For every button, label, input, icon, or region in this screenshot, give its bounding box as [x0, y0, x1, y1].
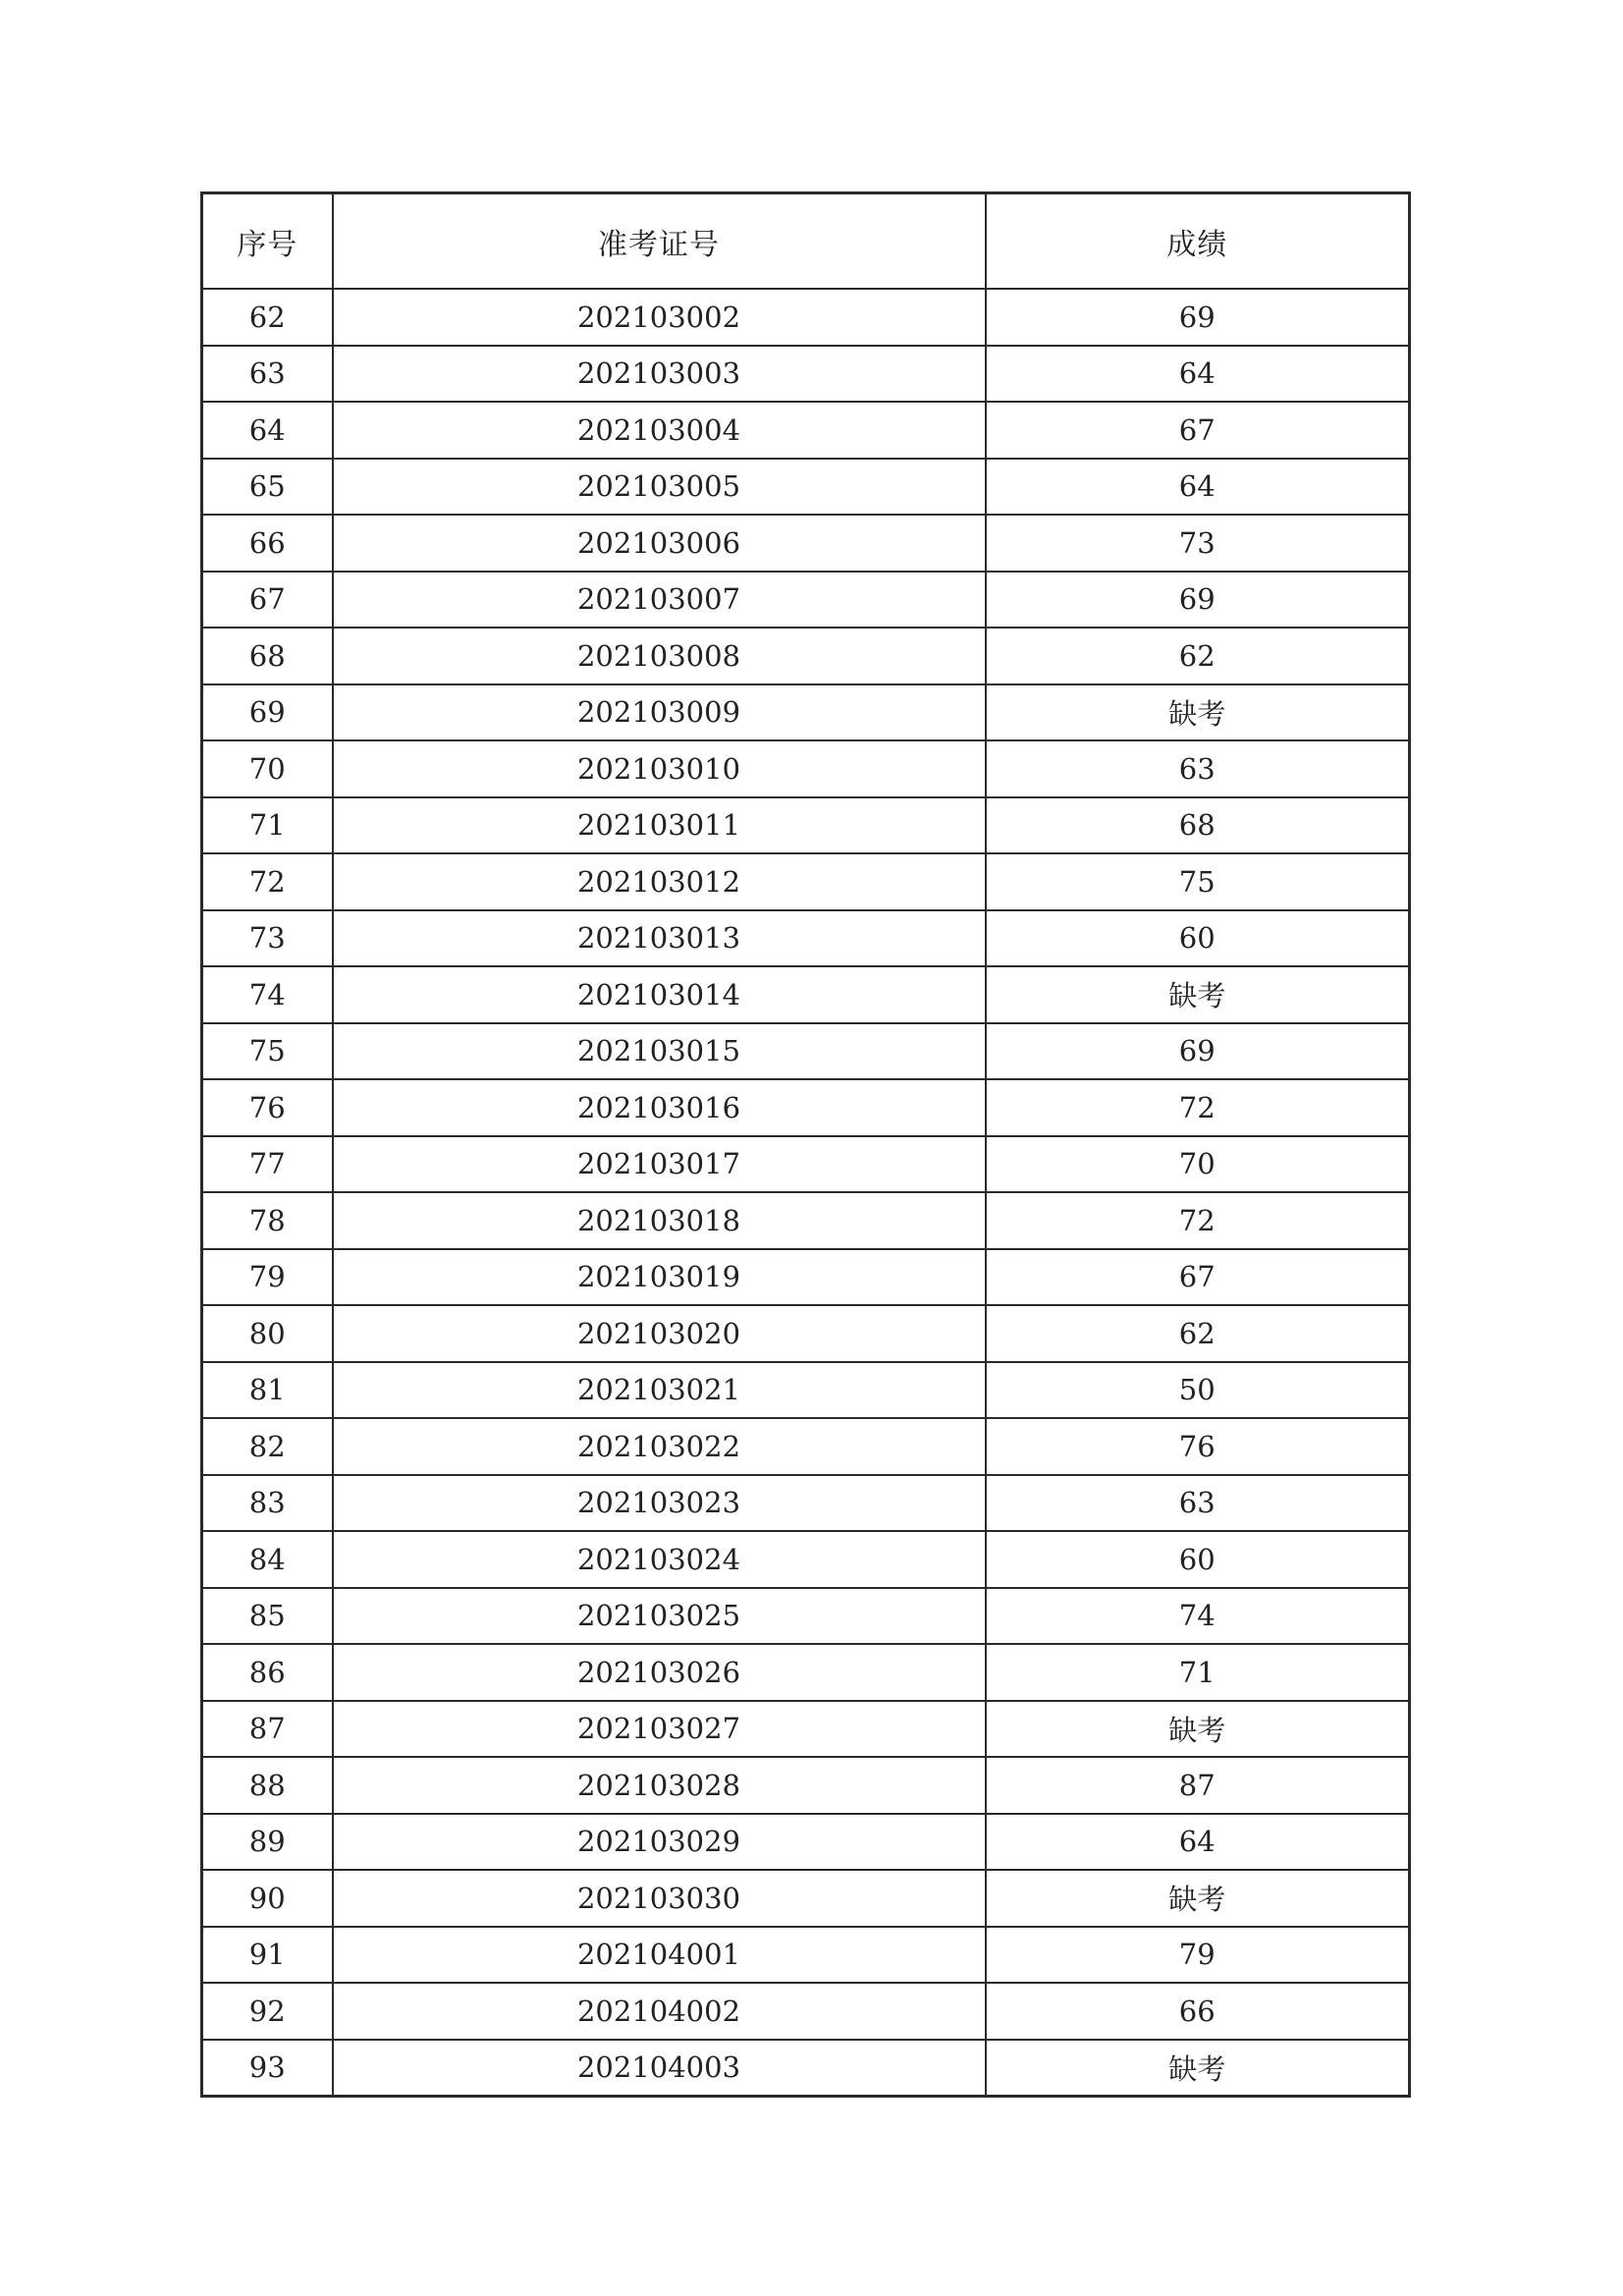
table-row: [202, 1701, 1410, 1758]
cell-admission-ticket-number: 202103014: [333, 966, 986, 1023]
table-row: [202, 1418, 1410, 1475]
table-row: [202, 966, 1410, 1023]
cell-score: 62: [986, 1305, 1410, 1362]
cell-admission-ticket-number: 202103012: [333, 853, 986, 910]
cell-admission-ticket-number: 202103020: [333, 1305, 986, 1362]
cell-score: 69: [986, 1023, 1410, 1080]
cell-score: 69: [986, 289, 1410, 346]
header-serial-number: 序号: [202, 193, 333, 290]
table-row: [202, 1757, 1410, 1814]
cell-serial-number: 74: [202, 966, 333, 1023]
cell-admission-ticket-number: 202103028: [333, 1757, 986, 1814]
cell-admission-ticket-number: 202103002: [333, 289, 986, 346]
cell-serial-number: 71: [202, 797, 333, 854]
cell-admission-ticket-number: 202103008: [333, 628, 986, 684]
cell-serial-number: 68: [202, 628, 333, 684]
cell-serial-number: 89: [202, 1814, 333, 1871]
cell-serial-number: 84: [202, 1531, 333, 1588]
table-row: [202, 740, 1410, 797]
cell-admission-ticket-number: 202103015: [333, 1023, 986, 1080]
table-row: [202, 1136, 1410, 1193]
cell-serial-number: 81: [202, 1362, 333, 1419]
table-row: [202, 910, 1410, 967]
cell-score: 60: [986, 910, 1410, 967]
table-row: [202, 2040, 1410, 2097]
cell-score: 63: [986, 740, 1410, 797]
cell-serial-number: 88: [202, 1757, 333, 1814]
table-row: [202, 1023, 1410, 1080]
cell-admission-ticket-number: 202103030: [333, 1870, 986, 1927]
cell-serial-number: 93: [202, 2040, 333, 2097]
cell-serial-number: 82: [202, 1418, 333, 1475]
cell-score: 63: [986, 1475, 1410, 1532]
table-row: [202, 797, 1410, 854]
cell-admission-ticket-number: 202103027: [333, 1701, 986, 1758]
cell-admission-ticket-number: 202104001: [333, 1927, 986, 1984]
cell-admission-ticket-number: 202103006: [333, 515, 986, 572]
cell-admission-ticket-number: 202103013: [333, 910, 986, 967]
table-row: [202, 515, 1410, 572]
table-row: [202, 1644, 1410, 1701]
cell-serial-number: 78: [202, 1192, 333, 1249]
cell-score: 50: [986, 1362, 1410, 1419]
table-row: [202, 1983, 1410, 2040]
table-row: [202, 1531, 1410, 1588]
table-row: [202, 572, 1410, 629]
cell-score: 79: [986, 1927, 1410, 1984]
cell-admission-ticket-number: 202104003: [333, 2040, 986, 2097]
table-row: [202, 289, 1410, 346]
table-row: [202, 1305, 1410, 1362]
cell-admission-ticket-number: 202103003: [333, 346, 986, 403]
cell-serial-number: 85: [202, 1588, 333, 1645]
cell-admission-ticket-number: 202103007: [333, 572, 986, 629]
cell-admission-ticket-number: 202103011: [333, 797, 986, 854]
table-row: [202, 1475, 1410, 1532]
cell-score: 72: [986, 1079, 1410, 1136]
cell-admission-ticket-number: 202103023: [333, 1475, 986, 1532]
cell-serial-number: 64: [202, 402, 333, 459]
cell-score: 70: [986, 1136, 1410, 1193]
cell-admission-ticket-number: 202103009: [333, 684, 986, 741]
cell-admission-ticket-number: 202103024: [333, 1531, 986, 1588]
cell-serial-number: 87: [202, 1701, 333, 1758]
cell-admission-ticket-number: 202103029: [333, 1814, 986, 1871]
cell-serial-number: 83: [202, 1475, 333, 1532]
table-row: [202, 1927, 1410, 1984]
cell-score: 75: [986, 853, 1410, 910]
table-row: [202, 1870, 1410, 1927]
cell-admission-ticket-number: 202103022: [333, 1418, 986, 1475]
cell-serial-number: 92: [202, 1983, 333, 2040]
cell-serial-number: 66: [202, 515, 333, 572]
cell-admission-ticket-number: 202103026: [333, 1644, 986, 1701]
cell-score: 64: [986, 1814, 1410, 1871]
cell-score: 64: [986, 459, 1410, 516]
table-row: [202, 684, 1410, 741]
table-row: [202, 1814, 1410, 1871]
cell-admission-ticket-number: 202103018: [333, 1192, 986, 1249]
cell-serial-number: 75: [202, 1023, 333, 1080]
cell-score: 73: [986, 515, 1410, 572]
cell-score: 76: [986, 1418, 1410, 1475]
cell-serial-number: 80: [202, 1305, 333, 1362]
cell-score: 67: [986, 1249, 1410, 1306]
cell-admission-ticket-number: 202103005: [333, 459, 986, 516]
table-row: [202, 1192, 1410, 1249]
cell-serial-number: 76: [202, 1079, 333, 1136]
header-admission-ticket-number: 准考证号: [333, 193, 986, 290]
cell-serial-number: 67: [202, 572, 333, 629]
cell-score: 缺考: [986, 1870, 1410, 1927]
cell-admission-ticket-number: 202104002: [333, 1983, 986, 2040]
cell-score: 64: [986, 346, 1410, 403]
table-row: [202, 628, 1410, 684]
cell-serial-number: 70: [202, 740, 333, 797]
cell-score: 缺考: [986, 684, 1410, 741]
table-row: [202, 853, 1410, 910]
cell-score: 62: [986, 628, 1410, 684]
table-row: [202, 459, 1410, 516]
score-table: [200, 191, 1411, 2098]
cell-serial-number: 73: [202, 910, 333, 967]
cell-score: 缺考: [986, 1701, 1410, 1758]
header-score: 成绩: [986, 193, 1410, 290]
cell-score: 69: [986, 572, 1410, 629]
table-row: [202, 346, 1410, 403]
cell-serial-number: 63: [202, 346, 333, 403]
cell-admission-ticket-number: 202103025: [333, 1588, 986, 1645]
table-row: [202, 402, 1410, 459]
table-row: [202, 1588, 1410, 1645]
cell-admission-ticket-number: 202103017: [333, 1136, 986, 1193]
cell-serial-number: 91: [202, 1927, 333, 1984]
cell-admission-ticket-number: 202103021: [333, 1362, 986, 1419]
table-body: [202, 289, 1410, 2097]
cell-score: 74: [986, 1588, 1410, 1645]
cell-serial-number: 62: [202, 289, 333, 346]
cell-admission-ticket-number: 202103010: [333, 740, 986, 797]
table-row: [202, 1362, 1410, 1419]
cell-serial-number: 69: [202, 684, 333, 741]
cell-score: 71: [986, 1644, 1410, 1701]
cell-score: 60: [986, 1531, 1410, 1588]
cell-serial-number: 72: [202, 853, 333, 910]
table-row: [202, 1079, 1410, 1136]
cell-score: 72: [986, 1192, 1410, 1249]
cell-score: 缺考: [986, 966, 1410, 1023]
cell-score: 66: [986, 1983, 1410, 2040]
cell-score: 缺考: [986, 2040, 1410, 2097]
cell-admission-ticket-number: 202103004: [333, 402, 986, 459]
table-row: [202, 1249, 1410, 1306]
cell-admission-ticket-number: 202103019: [333, 1249, 986, 1306]
cell-serial-number: 65: [202, 459, 333, 516]
cell-admission-ticket-number: 202103016: [333, 1079, 986, 1136]
header-row: [202, 193, 1410, 290]
cell-serial-number: 79: [202, 1249, 333, 1306]
cell-score: 87: [986, 1757, 1410, 1814]
cell-serial-number: 90: [202, 1870, 333, 1927]
cell-serial-number: 77: [202, 1136, 333, 1193]
cell-score: 67: [986, 402, 1410, 459]
cell-score: 68: [986, 797, 1410, 854]
cell-serial-number: 86: [202, 1644, 333, 1701]
